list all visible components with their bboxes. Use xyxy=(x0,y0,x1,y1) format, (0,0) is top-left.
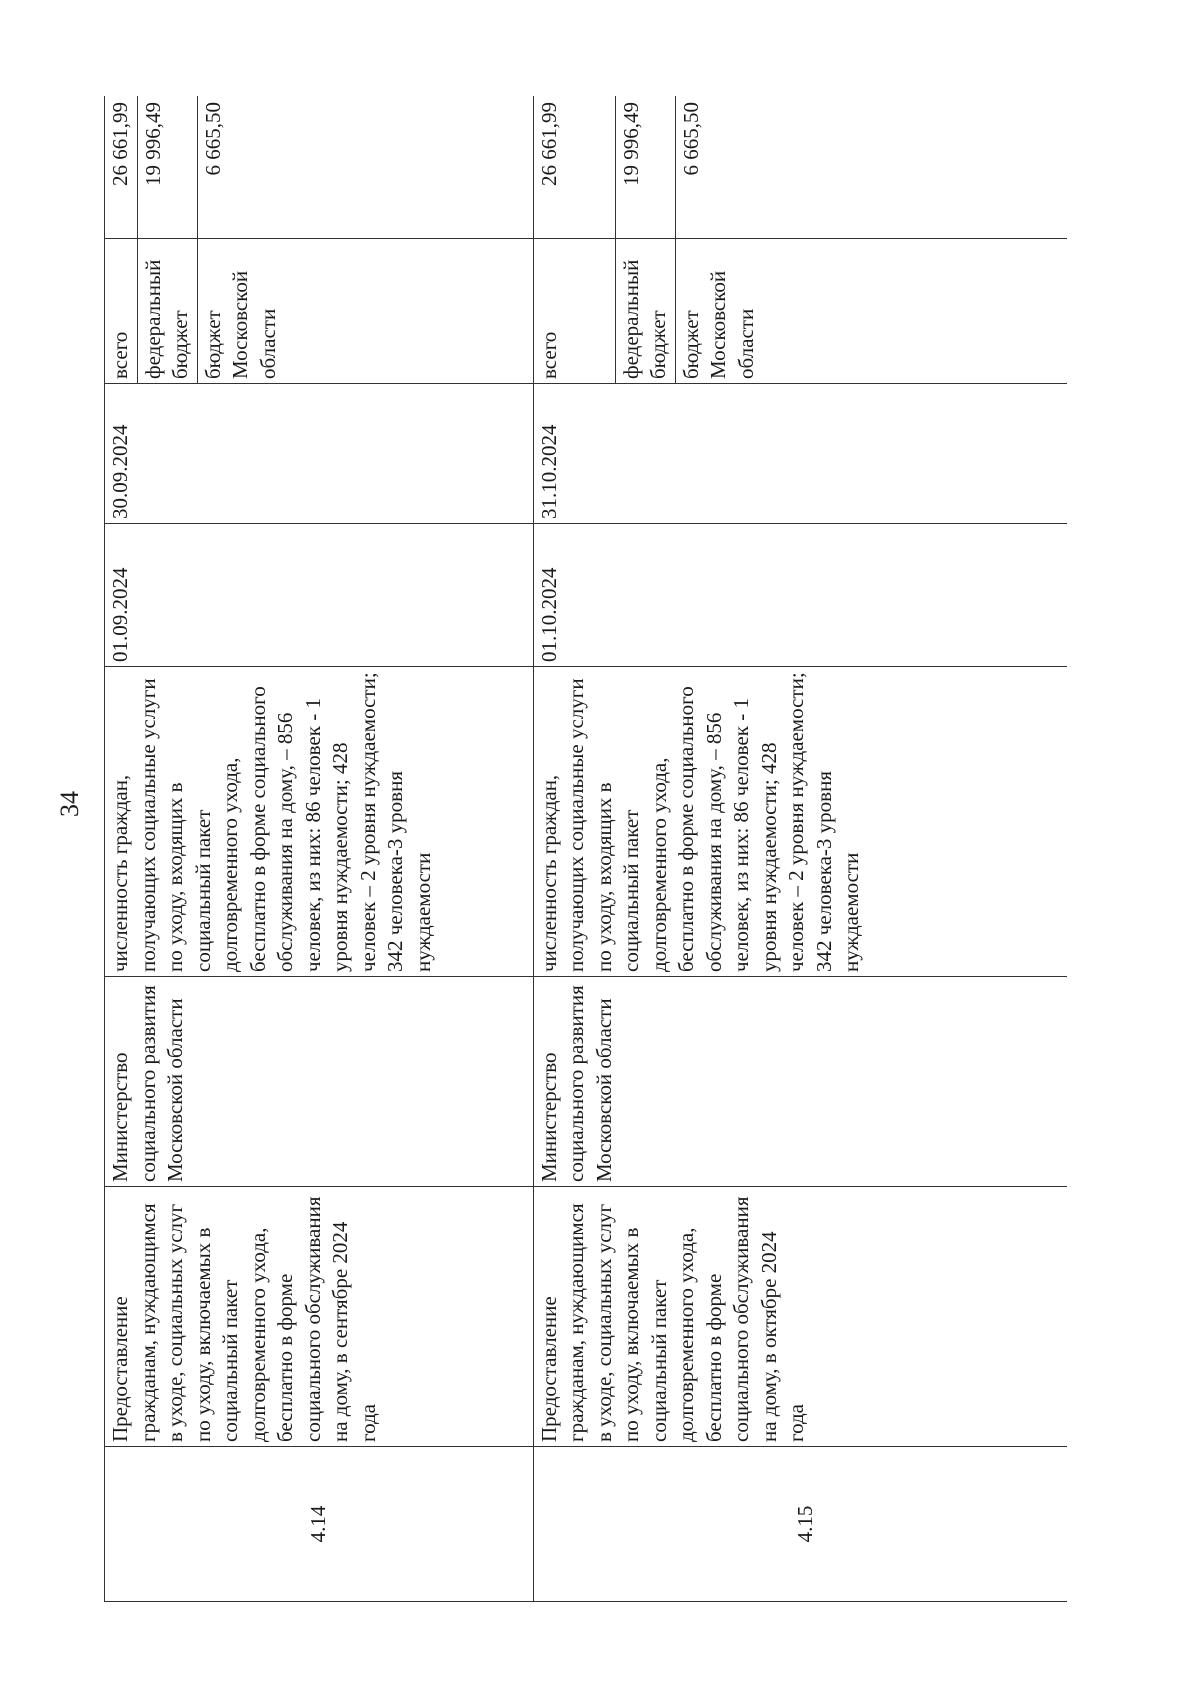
document-table-frame xyxy=(104,96,1067,1602)
table-row xyxy=(533,96,615,1602)
funding-source: всего xyxy=(533,239,615,384)
event-description: Предоставление гражданам, нуждающимся в уходе, социальных услуг по уходу, включаемых в социальный пакет долговременного ухода, бесплатно в форме социального обслуживания на дому, в октябре 2024 года xyxy=(533,1187,1067,1447)
executor-cell: Министерство социального развития Московской области xyxy=(533,977,1067,1187)
funding-amount: 26 661,99 xyxy=(105,96,138,239)
funding-source: всего xyxy=(105,239,138,384)
funding-amount: 6 665,50 xyxy=(675,96,1067,239)
funding-source: бюджет Московской области xyxy=(675,239,1067,384)
result-indicator: численность граждан, получающих социальные услуги по уходу, входящих в социальный пакет долговременного ухода, бесплатно в форме социального обслуживания на дому, – 856 человек, из них: 86 человек - 1 уровня нуждаемости; 428 человек – 2 уровня нуждаемости; 342 человека-3 уровня нуждаемости xyxy=(105,667,534,977)
funding-amount: 19 996,49 xyxy=(615,96,675,239)
result-indicator: численность граждан, получающих социальные услуги по уходу, входящих в социальный пакет долговременного ухода, бесплатно в форме социального обслуживания на дому, – 856 человек, из них: 86 человек - 1 уровня нуждаемости; 428 человек – 2 уровня нуждаемости; 342 человека-3 уровня нуждаемости xyxy=(533,667,1067,977)
funding-amount: 26 661,99 xyxy=(533,96,615,239)
executor-cell: Министерство социального развития Московской области xyxy=(105,977,534,1187)
funding-amount: 19 996,49 xyxy=(137,96,197,239)
page-number: 34 xyxy=(55,791,84,817)
start-date: 01.10.2024 xyxy=(533,524,1067,667)
start-date: 01.09.2024 xyxy=(105,524,534,667)
row-number: 4.14 xyxy=(105,1447,534,1602)
end-date: 31.10.2024 xyxy=(533,384,1067,524)
funding-source: бюджет Московской области xyxy=(197,239,533,384)
end-date: 30.09.2024 xyxy=(105,384,534,524)
row-number: 4.15 xyxy=(533,1447,1067,1602)
program-events-table xyxy=(104,96,1067,1602)
event-description: Предоставление гражданам, нуждающимся в уходе, социальных услуг по уходу, включаемых в социальный пакет долговременного ухода, бесплатно в форме социального обслуживания на дому, в сентябре 2024 года xyxy=(105,1187,534,1447)
funding-source: федеральный бюджет xyxy=(615,239,675,384)
table-row xyxy=(105,96,138,1602)
funding-amount: 6 665,50 xyxy=(197,96,533,239)
funding-source: федеральный бюджет xyxy=(137,239,197,384)
